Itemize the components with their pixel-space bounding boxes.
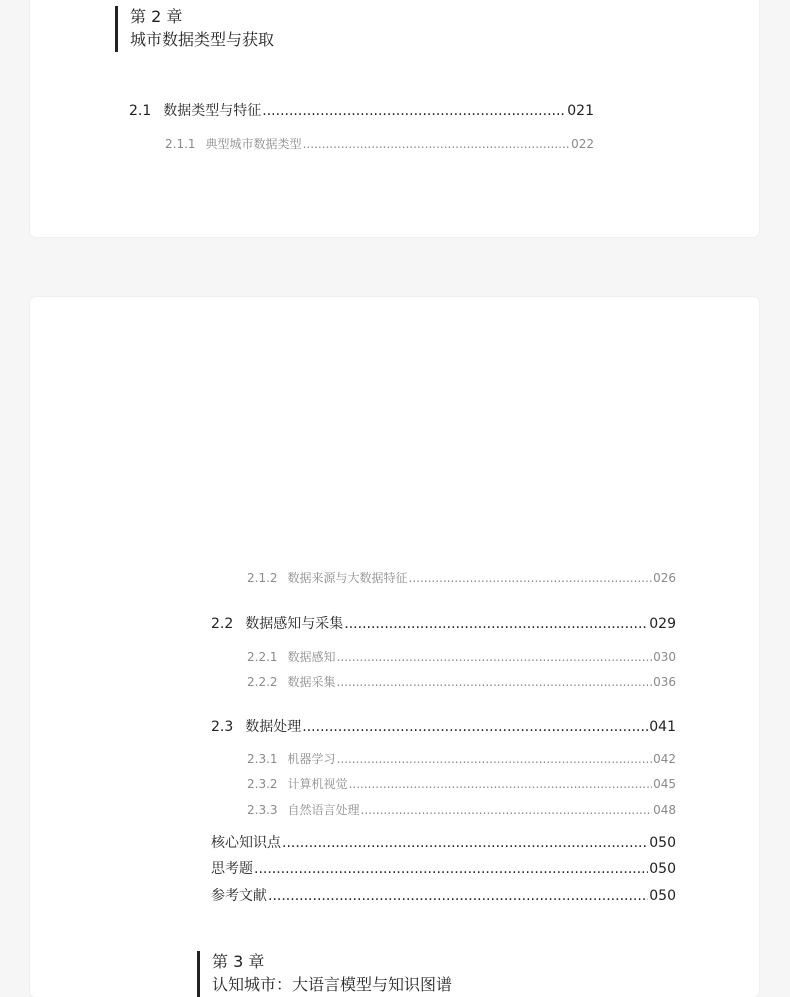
toc-entry-2-2-2[interactable]: [247, 673, 676, 691]
leader-dots: [409, 571, 653, 585]
toc-entry-number: 2.1.2: [247, 571, 278, 585]
toc-entry-number: 2.2.1: [247, 650, 278, 664]
toc-entry-title: 数据类型与特征: [163, 103, 262, 119]
leader-dots: [337, 650, 653, 664]
toc-entry-2-2-1[interactable]: [247, 648, 676, 666]
chapter-number: 第 3 章: [212, 952, 265, 971]
toc-entry-page: 050: [649, 888, 676, 904]
chapter-2-heading: [115, 6, 274, 52]
toc-entry-2-1-2[interactable]: [247, 569, 676, 587]
toc-entry-questions[interactable]: [211, 858, 676, 878]
toc-entry-page: 030: [653, 650, 676, 664]
toc-entry-2-1-1[interactable]: [165, 135, 594, 153]
chapter-title: 城市数据类型与获取: [130, 30, 275, 49]
toc-entry-page: 036: [653, 675, 676, 689]
chapter-3-heading: [197, 951, 452, 997]
leader-dots: [303, 137, 571, 151]
leader-dots: [254, 861, 648, 877]
leader-dots: [262, 103, 566, 119]
toc-entry-key-points[interactable]: [211, 832, 676, 852]
leader-dots: [337, 752, 653, 766]
toc-entry-references[interactable]: [211, 885, 676, 905]
leader-dots: [344, 616, 648, 632]
toc-entry-number: 2.1: [129, 103, 152, 119]
toc-entry-page: 022: [571, 137, 594, 151]
toc-entry-page: 042: [653, 752, 676, 766]
toc-entry-number: 2.3.2: [247, 777, 278, 791]
toc-entry-page: 050: [649, 861, 676, 877]
toc-entry-title: 机器学习: [287, 752, 336, 766]
toc-entry-number: 2.3.3: [247, 803, 278, 817]
toc-entry-title: 数据来源与大数据特征: [287, 571, 408, 585]
leader-dots: [282, 835, 648, 851]
toc-entry-number: 2.3.1: [247, 752, 278, 766]
toc-entry-title: 数据感知: [287, 650, 336, 664]
toc-page-card-1: [30, 0, 759, 237]
leader-dots: [268, 888, 648, 904]
leader-dots: [337, 675, 653, 689]
toc-entry-title: 数据处理: [245, 719, 302, 735]
toc-entry-number: 2.3: [211, 719, 234, 735]
toc-entry-2-1[interactable]: [129, 100, 594, 120]
chapter-number: 第 2 章: [130, 7, 183, 26]
toc-entry-number: 2.2: [211, 616, 234, 632]
toc-entry-title: 数据采集: [287, 675, 336, 689]
toc-entry-2-2[interactable]: [211, 613, 676, 633]
toc-entry-title: 自然语言处理: [287, 803, 360, 817]
toc-entry-title: 核心知识点: [211, 835, 281, 851]
leader-dots: [302, 719, 648, 735]
toc-entry-2-3-3[interactable]: [247, 801, 676, 819]
chapter-title: 认知城市：大语言模型与知识图谱: [212, 975, 453, 994]
toc-entry-page: 029: [649, 616, 676, 632]
leader-dots: [349, 777, 653, 791]
toc-entry-page: 045: [653, 777, 676, 791]
toc-entry-title: 数据感知与采集: [245, 616, 344, 632]
toc-entry-title: 参考文献: [211, 888, 267, 904]
toc-page-card-2: [30, 297, 759, 997]
toc-entry-2-3-2[interactable]: [247, 775, 676, 793]
toc-entry-page: 050: [649, 835, 676, 851]
leader-dots: [361, 803, 653, 817]
toc-entry-title: 典型城市数据类型: [205, 137, 302, 151]
toc-entry-2-3-1[interactable]: [247, 750, 676, 768]
toc-entry-title: 计算机视觉: [287, 777, 348, 791]
toc-entry-title: 思考题: [211, 861, 253, 877]
toc-entry-2-3[interactable]: [211, 716, 676, 736]
toc-entry-page: 026: [653, 571, 676, 585]
toc-entry-number: 2.1.1: [165, 137, 196, 151]
toc-entry-page: 021: [567, 103, 594, 119]
toc-entry-page: 041: [649, 719, 676, 735]
toc-entry-page: 048: [653, 803, 676, 817]
toc-entry-number: 2.2.2: [247, 675, 278, 689]
